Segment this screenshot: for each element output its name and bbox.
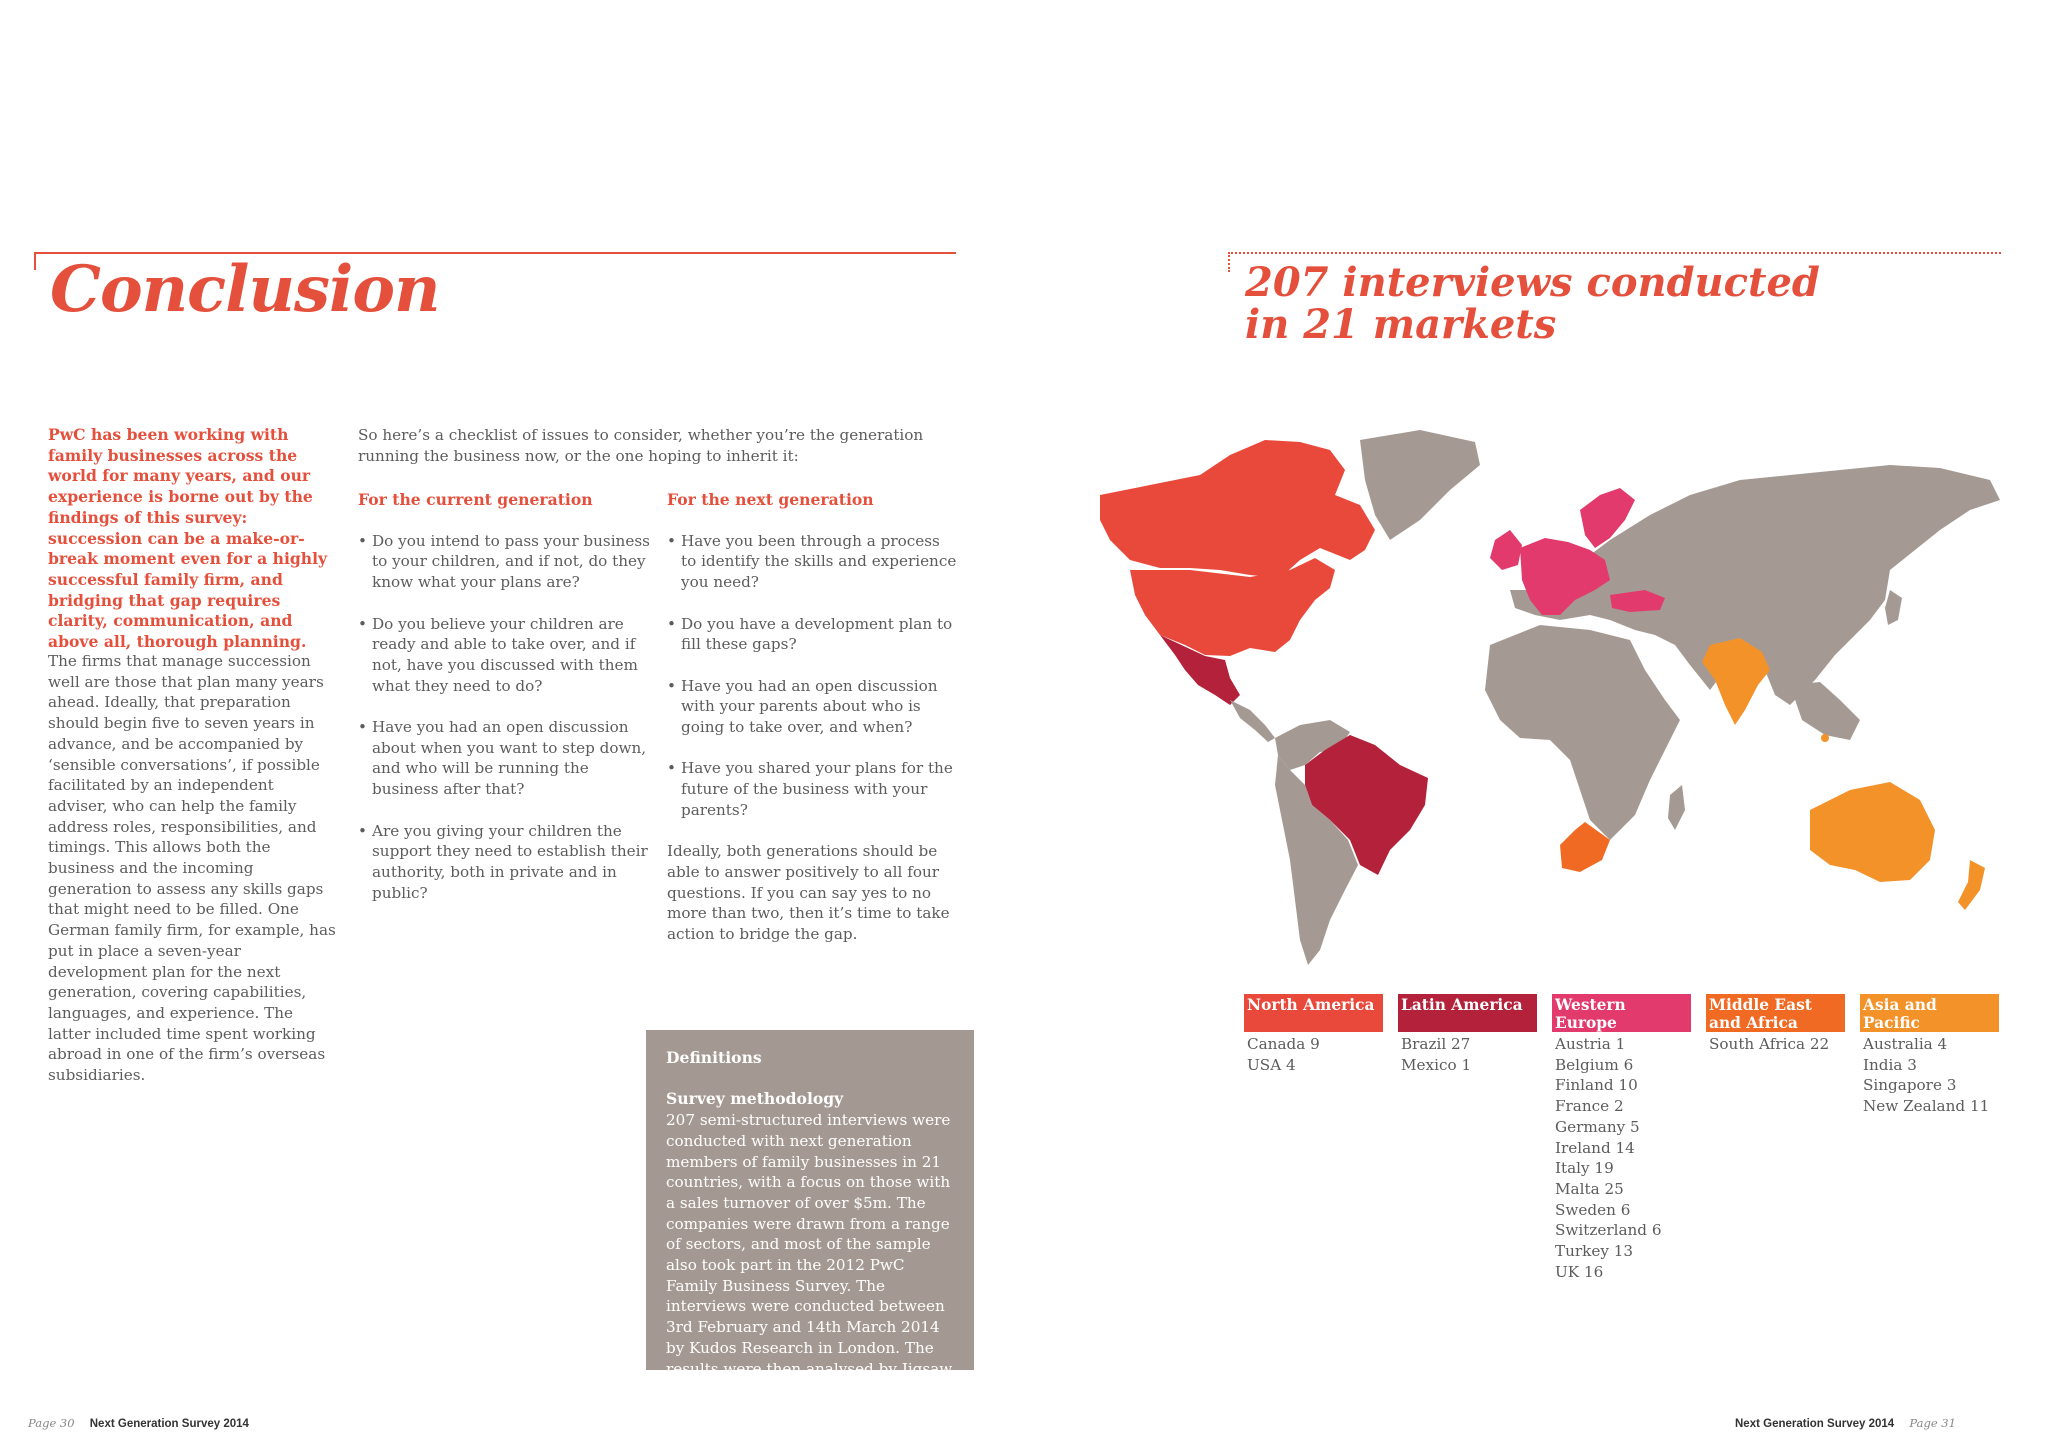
region-country-list bbox=[1398, 1034, 1537, 1075]
list-item: • Have you had an open discussion with your parents about who is going to take over, and when? bbox=[667, 676, 957, 738]
country-entry: Brazil 27 bbox=[1401, 1035, 1471, 1053]
world-map bbox=[1090, 420, 2010, 980]
map-uk-ireland bbox=[1490, 530, 1522, 570]
country-entry: Finland 10 bbox=[1555, 1076, 1638, 1095]
map-australia bbox=[1810, 782, 1935, 882]
list-item: • Have you been through a process to identify the skills and experience you need? bbox=[667, 531, 957, 593]
country-entry: Turkey 13 bbox=[1555, 1242, 1634, 1261]
definitions-box bbox=[646, 1030, 974, 1399]
region-header: Middle East and Africa bbox=[1706, 994, 1845, 1032]
country-entry: UK 16 bbox=[1555, 1262, 1604, 1281]
map-singapore bbox=[1821, 734, 1829, 742]
country-entry: Mexico 1 bbox=[1401, 1055, 1472, 1074]
country-entry: Sweden 6 bbox=[1555, 1200, 1631, 1219]
region-header: Western Europe bbox=[1552, 994, 1691, 1032]
body-paragraph: The firms that manage succession well are those that plan many years ahead. Ideally, that preparation should begin five to seven years in advance, and be accompanied by ‘sensible conversations’, if possible facilitated by an independent adviser, who can help the family address roles, responsibilities, and timings. This allows both the business and the incoming generation to assess any skills gaps that might need to be filled. One German family firm, for example, has put in place a seven-year development plan for the next generation, covering capabilities, languages, and experience. The latter included time spent working abroad in one of the firm’s overseas subsidiaries. bbox=[48, 652, 336, 1085]
page-number: Page 30 bbox=[28, 1416, 75, 1430]
region-country-list bbox=[1552, 1034, 1691, 1282]
list-item: • Have you had an open discussion about when you want to step down, and who will be running the business after that? bbox=[358, 717, 658, 800]
map-central-america bbox=[1230, 700, 1275, 742]
list-item: • Have you shared your plans for the future of the business with your parents? bbox=[667, 758, 957, 820]
region-country-list bbox=[1244, 1034, 1383, 1075]
map-japan bbox=[1885, 590, 1902, 625]
region-header: North America bbox=[1244, 994, 1383, 1032]
country-entry: Ireland 14 bbox=[1555, 1138, 1635, 1157]
region-country-list bbox=[1860, 1034, 1999, 1117]
methodology-heading: Survey methodology bbox=[666, 1089, 844, 1109]
country-entry: Singapore 3 bbox=[1863, 1076, 1957, 1095]
next-generation-heading: For the next generation bbox=[667, 490, 874, 509]
map-title bbox=[1245, 259, 1945, 348]
region-middle-east-africa bbox=[1706, 994, 1845, 1055]
region-north-america bbox=[1244, 994, 1383, 1075]
region-country-list bbox=[1706, 1034, 1845, 1055]
region-header: Asia and Pacific bbox=[1860, 994, 1999, 1032]
current-generation-heading: For the current generation bbox=[358, 490, 593, 509]
region-western-europe bbox=[1552, 994, 1691, 1282]
list-item: • Do you believe your children are ready and able to take over, and if not, have you discussed with them what they need to do? bbox=[358, 614, 658, 697]
region-asia-pacific bbox=[1860, 994, 1999, 1117]
country-entry: Malta 25 bbox=[1555, 1179, 1624, 1198]
map-madagascar bbox=[1668, 785, 1685, 830]
methodology-text: 207 semi-structured interviews were conducted with next generation members of family businesses in 21 countries, with a focus on those with a sales turnover of over $5m. The companies were drawn from a range of sectors, and most of the sample also took part in the 2012 PwC Family Business Survey. The interviews were conducted between 3rd February and 14th March 2014 by Kudos Research in London. The results were then analysed by Jigsaw Research. bbox=[666, 1111, 953, 1399]
title-rule-dotted-tick bbox=[1228, 252, 1230, 272]
checklist-closing: Ideally, both generations should be able to answer positively to all four questions. If you can say yes to no more than two, then it’s time to take action to bridge the gap. bbox=[667, 842, 950, 943]
intro-paragraph: PwC has been working with family businesses across the world for many years, and our experience is borne out by the findings of this survey: succession can be a make-or-break moment even for a highly successful family firm, and bridging that gap requires clarity, communication, and above all, thorough planning. bbox=[48, 425, 328, 652]
map-africa bbox=[1485, 625, 1680, 840]
map-title-line-2: in 21 markets bbox=[1245, 301, 1557, 348]
country-entry: Switzerland 6 bbox=[1555, 1221, 1662, 1240]
list-item: • Are you giving your children the support they need to establish their authority, both in private and in public? bbox=[358, 821, 658, 904]
region-header: Latin America bbox=[1398, 994, 1537, 1032]
region-latin-america bbox=[1398, 994, 1537, 1075]
next-generation-column bbox=[667, 490, 957, 945]
country-entry: France 2 bbox=[1555, 1097, 1624, 1116]
publication-name: Next Generation Survey 2014 bbox=[1735, 1418, 1895, 1430]
title-rule-tick bbox=[34, 252, 36, 270]
country-entry: USA 4 bbox=[1247, 1055, 1296, 1074]
map-greenland bbox=[1360, 430, 1480, 540]
definitions-heading: Definitions bbox=[666, 1048, 762, 1067]
current-generation-column bbox=[358, 490, 658, 924]
publication-name: Next Generation Survey 2014 bbox=[89, 1418, 249, 1430]
map-usa bbox=[1130, 558, 1335, 656]
map-canada bbox=[1100, 440, 1375, 578]
country-entry: Canada 9 bbox=[1247, 1035, 1320, 1053]
list-item: • Do you have a development plan to fill these gaps? bbox=[667, 614, 957, 655]
map-title-line-1: 207 interviews conducted bbox=[1245, 259, 1820, 306]
list-item: • Do you intend to pass your business to your children, and if not, do they know what your plans are? bbox=[358, 531, 658, 593]
country-entry: Italy 19 bbox=[1555, 1159, 1614, 1178]
country-entry: India 3 bbox=[1863, 1055, 1917, 1074]
country-entry: South Africa 22 bbox=[1709, 1035, 1830, 1053]
country-entry: Austria 1 bbox=[1555, 1035, 1626, 1053]
right-footer bbox=[1735, 1416, 1956, 1430]
map-southeast-asia bbox=[1790, 682, 1860, 740]
country-entry: New Zealand 11 bbox=[1863, 1097, 1990, 1116]
country-entry: Australia 4 bbox=[1863, 1035, 1948, 1053]
map-new-zealand bbox=[1958, 860, 1985, 910]
left-footer bbox=[28, 1416, 249, 1430]
next-generation-list bbox=[667, 531, 957, 821]
page-title: Conclusion bbox=[50, 252, 440, 327]
country-entry: Belgium 6 bbox=[1555, 1055, 1634, 1074]
current-generation-list bbox=[358, 531, 658, 904]
checklist-lead: So here’s a checklist of issues to consider, whether you’re the generation running the business now, or the one hoping to inherit it: bbox=[358, 426, 924, 465]
page-number: Page 31 bbox=[1909, 1416, 1956, 1430]
title-rule-dotted bbox=[1228, 252, 2001, 254]
country-entry: Germany 5 bbox=[1555, 1117, 1640, 1136]
